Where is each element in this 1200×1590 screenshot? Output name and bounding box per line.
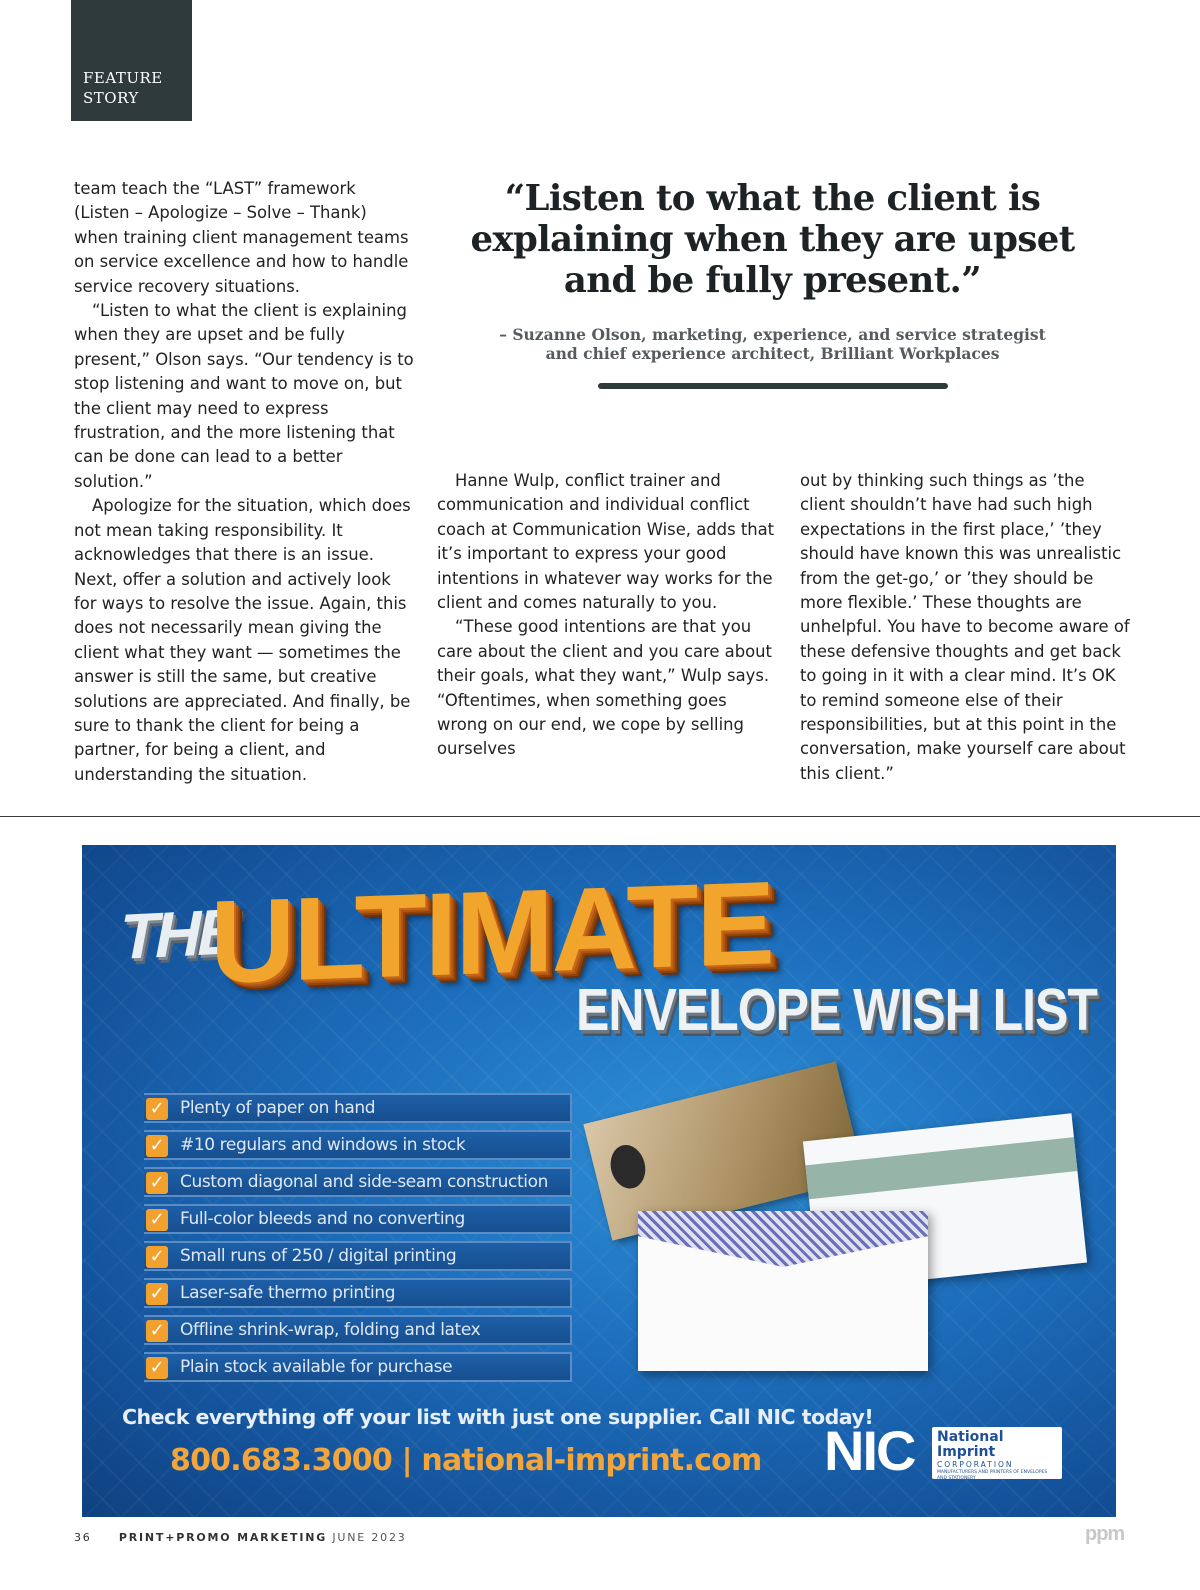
checkmark-icon: ✓ xyxy=(146,1172,168,1194)
ad-headline-subtitle: ENVELOPE WISH LIST xyxy=(576,976,1097,1044)
section-tag-line1: FEATURE xyxy=(83,69,163,87)
envelope-logo-icon xyxy=(606,1141,650,1192)
pull-quote-text: “Listen to what the client is explaining when they are upset and be fully present.” xyxy=(470,178,1075,301)
pull-quote-rule xyxy=(598,383,948,389)
paragraph: Hanne Wulp, conflict trainer and communication and individual conflict coach at Communication Wise, adds that it’s important to express your good intentions in whatever way works for the client and comes naturally to you. xyxy=(437,471,775,613)
ad-contact-line xyxy=(170,1443,761,1478)
paragraph: “Listen to what the client is explaining when they are upset and be fully present,” Olson says. “Our tendency is to stop listening and want to move on, but the client may need to express frustration, and the more listening that can be done can lead to a better solution.” xyxy=(74,301,414,491)
article-column-left xyxy=(74,177,414,787)
checklist-item: ✓ Small runs of 250 / digital printing xyxy=(144,1241,572,1271)
checklist-item: ✓ Plain stock available for purchase xyxy=(144,1352,572,1382)
envelope-illustration-window xyxy=(638,1211,928,1371)
page-number: 36 xyxy=(74,1531,92,1544)
pull-quote xyxy=(430,178,1115,389)
ad-checklist xyxy=(144,1093,572,1389)
checkmark-icon: ✓ xyxy=(146,1098,168,1120)
publication-name: PRINT+PROMO MARKETING xyxy=(118,1531,328,1544)
article-column-right xyxy=(800,469,1130,786)
checkmark-icon: ✓ xyxy=(146,1320,168,1342)
checklist-item: ✓ Custom diagonal and side-seam construction xyxy=(144,1167,572,1197)
article-column-middle xyxy=(437,469,777,762)
nic-logo xyxy=(824,1421,1062,1485)
nic-advertisement[interactable] xyxy=(82,845,1116,1517)
ad-phone[interactable]: 800.683.3000 xyxy=(170,1443,392,1478)
checklist-item: ✓ Plenty of paper on hand xyxy=(144,1093,572,1123)
checkmark-icon: ✓ xyxy=(146,1357,168,1379)
ad-website-link[interactable]: national-imprint.com xyxy=(421,1443,762,1478)
section-divider xyxy=(0,816,1200,817)
ad-headline-ultimate: ULTIMATE xyxy=(210,857,773,1009)
nic-logo-name: National Imprint xyxy=(937,1429,1004,1460)
nic-logo-panel xyxy=(932,1427,1062,1479)
checklist-item: ✓ Offline shrink-wrap, folding and latex xyxy=(144,1315,572,1345)
checklist-item: ✓ #10 regulars and windows in stock xyxy=(144,1130,572,1160)
envelope-flap-pattern xyxy=(638,1211,928,1267)
ppm-logo: ppm xyxy=(1085,1523,1125,1545)
checklist-item: ✓ Full-color bleeds and no converting xyxy=(144,1204,572,1234)
checkmark-icon: ✓ xyxy=(146,1135,168,1157)
paragraph: team teach the “LAST” framework (Listen – Apologize – Solve – Thank) when training client management teams on service excellence and how to handle service recovery situations. xyxy=(74,179,409,296)
paragraph: “These good intentions are that you care about the client and you care about their goals, what they want,” Wulp says. “Oftentimes, when something goes wrong on our end, we cope by selling ourselves xyxy=(437,617,772,759)
page-footer xyxy=(74,1531,407,1544)
ad-separator: | xyxy=(401,1443,412,1478)
paragraph: out by thinking such things as ’the client shouldn’t have had such high expectations in the first place,’ ’they should have known this was unrealistic from the get-go,’ or ’they should be more flexible.’ These thoughts are unhelpful. You have to become aware of these defensive thoughts and get back to going in it with a clear mind. It’s OK to remind someone else of their responsibilities, but at this point in the conversation, make yourself care about this client.” xyxy=(800,471,1130,783)
ad-headline-the: THE xyxy=(120,894,236,974)
section-tag-line2: STORY xyxy=(83,89,139,107)
nic-logo-tagline: MANUFACTURERS AND PRINTERS OF ENVELOPES AND STATIONERY xyxy=(937,1470,1048,1481)
nic-logo-corporation: CORPORATION xyxy=(937,1460,1014,1469)
paragraph: Apologize for the situation, which does not mean taking responsibility. It acknowledges that there is an issue. Next, offer a solution and actively look for ways to resolve the issue. Again, this does not necessarily mean giving the client what they want — sometimes the answer is still the same, but creative solutions are appreciated. And finally, be sure to thank the client for being a partner, for being a client, and understanding the situation. xyxy=(74,496,411,784)
checkmark-icon: ✓ xyxy=(146,1209,168,1231)
ad-call-to-action: Check everything off your list with just one supplier. Call NIC today! xyxy=(122,1405,874,1429)
checkmark-icon: ✓ xyxy=(146,1283,168,1305)
feature-story-tag xyxy=(71,0,192,121)
pull-quote-attribution: – Suzanne Olson, marketing, experience, and service strategist and chief experience architect, Brilliant Workplaces xyxy=(499,325,1046,363)
checkmark-icon: ✓ xyxy=(146,1246,168,1268)
nic-logo-letters: NIC xyxy=(824,1419,915,1482)
issue-date: JUNE 2023 xyxy=(332,1531,407,1544)
envelope-security-band xyxy=(805,1137,1077,1199)
checklist-item: ✓ Laser-safe thermo printing xyxy=(144,1278,572,1308)
